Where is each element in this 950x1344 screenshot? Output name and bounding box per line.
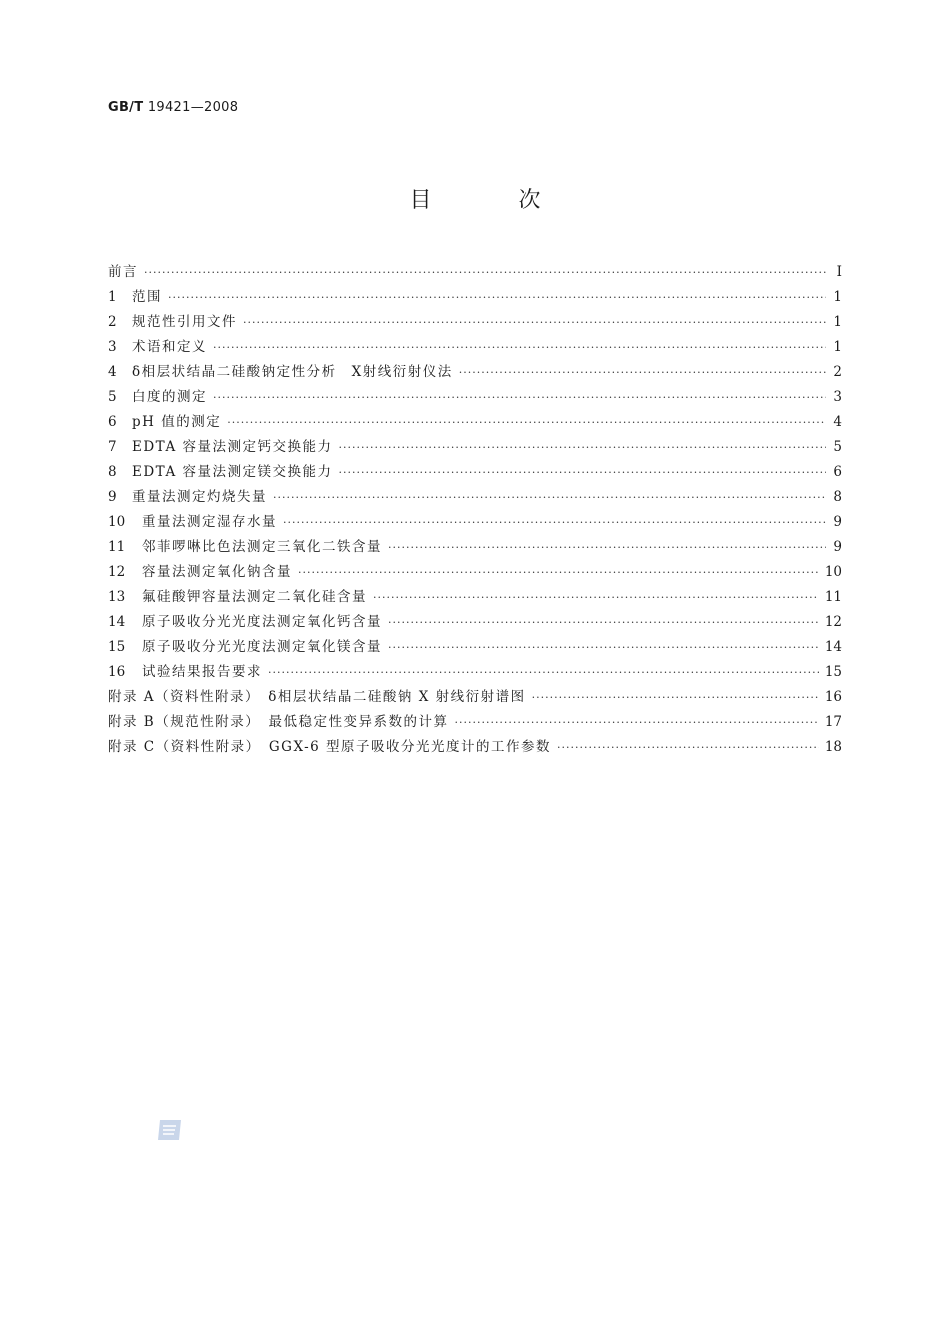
toc-entry-title: 白度的测定 bbox=[132, 389, 207, 405]
toc-entry-title: δ相层状结晶二硅酸钠定性分析 X射线衍射仪法 bbox=[132, 364, 453, 380]
page-title: 目 次 bbox=[409, 188, 581, 213]
toc-leader-dots bbox=[273, 485, 826, 510]
toc-entry-title: EDTA 容量法测定钙交换能力 bbox=[132, 439, 333, 455]
toc-entry-page: 14 bbox=[824, 639, 842, 655]
toc-entry-title: 术语和定义 bbox=[132, 339, 207, 355]
toc-entry[interactable] bbox=[108, 635, 842, 660]
toc-leader-dots bbox=[459, 360, 826, 385]
toc-entry-page: 15 bbox=[824, 664, 842, 680]
toc-entry-title: 附录 A（资料性附录） δ相层状结晶二硅酸钠 X 射线衍射谱图 bbox=[108, 689, 526, 705]
toc-leader-dots bbox=[373, 585, 819, 610]
toc-entry-page: 6 bbox=[833, 464, 842, 480]
toc-leader-dots bbox=[213, 385, 826, 410]
toc-entry-page: Ⅰ bbox=[836, 264, 842, 280]
toc-entry[interactable] bbox=[108, 735, 842, 760]
toc-entry-title: 容量法测定氧化钠含量 bbox=[142, 564, 292, 580]
toc-entry-page: 9 bbox=[833, 514, 842, 530]
toc-entry-number: 8 bbox=[108, 464, 117, 480]
toc-entry-title: 规范性引用文件 bbox=[132, 314, 237, 330]
toc-entry-title: 邻菲啰啉比色法测定三氧化二铁含量 bbox=[142, 539, 382, 555]
toc-entry-number: 6 bbox=[108, 414, 117, 430]
toc-entry-title: 范围 bbox=[132, 289, 162, 305]
toc-leader-dots bbox=[388, 535, 826, 560]
toc-leader-dots bbox=[388, 635, 819, 660]
toc-entry-title: 前言 bbox=[108, 264, 138, 280]
toc-entry-number: 1 bbox=[108, 289, 117, 305]
toc-entry[interactable] bbox=[108, 510, 842, 535]
toc-leader-dots bbox=[339, 435, 827, 460]
toc-entry-page: 1 bbox=[833, 289, 842, 305]
toc-entry-title: 重量法测定灼烧失量 bbox=[132, 489, 267, 505]
toc-entry-page: 2 bbox=[833, 364, 842, 380]
standard-number: 19421—2008 bbox=[147, 100, 239, 115]
toc-entry-page: 12 bbox=[824, 614, 842, 630]
toc-entry[interactable] bbox=[108, 335, 842, 360]
table-of-contents bbox=[108, 260, 842, 760]
toc-entry-title: EDTA 容量法测定镁交换能力 bbox=[132, 464, 333, 480]
toc-entry-page: 8 bbox=[833, 489, 842, 505]
toc-entry-title: pH 值的测定 bbox=[132, 414, 222, 430]
toc-entry-page: 18 bbox=[824, 739, 842, 755]
toc-entry-number: 4 bbox=[108, 364, 117, 380]
toc-leader-dots bbox=[532, 685, 819, 710]
toc-entry-title: 重量法测定湿存水量 bbox=[142, 514, 277, 530]
toc-entry-title: 氟硅酸钾容量法测定二氧化硅含量 bbox=[142, 589, 367, 605]
toc-entry-number: 12 bbox=[108, 564, 126, 580]
toc-entry-number: 16 bbox=[108, 664, 126, 680]
toc-entry[interactable] bbox=[108, 610, 842, 635]
toc-leader-dots bbox=[144, 260, 826, 285]
toc-leader-dots bbox=[227, 410, 826, 435]
toc-entry-number: 13 bbox=[108, 589, 126, 605]
toc-entry-page: 3 bbox=[833, 389, 842, 405]
toc-entry-page: 11 bbox=[824, 589, 842, 605]
toc-entry[interactable] bbox=[108, 660, 842, 685]
toc-entry-title: 原子吸收分光光度法测定氧化钙含量 bbox=[142, 614, 382, 630]
document-header bbox=[108, 100, 238, 115]
toc-entry[interactable] bbox=[108, 435, 842, 460]
toc-entry[interactable] bbox=[108, 460, 842, 485]
toc-entry[interactable] bbox=[108, 485, 842, 510]
toc-entry-number: 2 bbox=[108, 314, 117, 330]
toc-entry-number: 14 bbox=[108, 614, 126, 630]
toc-entry[interactable] bbox=[108, 685, 842, 710]
toc-leader-dots bbox=[283, 510, 826, 535]
toc-leader-dots bbox=[268, 660, 819, 685]
sac-watermark-icon bbox=[156, 1118, 183, 1142]
toc-entry-number: 7 bbox=[108, 439, 117, 455]
standard-code: GB/T bbox=[108, 100, 144, 115]
toc-entry-title: 原子吸收分光光度法测定氧化镁含量 bbox=[142, 639, 382, 655]
toc-entry[interactable] bbox=[108, 585, 842, 610]
toc-entry[interactable] bbox=[108, 260, 842, 285]
toc-leader-dots bbox=[168, 285, 826, 310]
toc-entry[interactable] bbox=[108, 310, 842, 335]
toc-leader-dots bbox=[557, 735, 819, 760]
toc-entry-page: 16 bbox=[824, 689, 842, 705]
toc-entry[interactable] bbox=[108, 285, 842, 310]
toc-entry-page: 4 bbox=[833, 414, 842, 430]
toc-leader-dots bbox=[298, 560, 819, 585]
toc-entry[interactable] bbox=[108, 535, 842, 560]
toc-entry-number: 10 bbox=[108, 514, 126, 530]
toc-leader-dots bbox=[243, 310, 826, 335]
toc-entry-number: 15 bbox=[108, 639, 126, 655]
toc-entry[interactable] bbox=[108, 710, 842, 735]
toc-leader-dots bbox=[213, 335, 826, 360]
toc-entry-number: 5 bbox=[108, 389, 117, 405]
toc-entry-title: 附录 C（资料性附录） GGX-6 型原子吸收分光光度计的工作参数 bbox=[108, 739, 552, 755]
toc-entry[interactable] bbox=[108, 560, 842, 585]
toc-entry-title: 附录 B（规范性附录） 最低稳定性变异系数的计算 bbox=[108, 714, 449, 730]
toc-entry-page: 1 bbox=[833, 314, 842, 330]
toc-entry-page: 9 bbox=[833, 539, 842, 555]
toc-entry-title: 试验结果报告要求 bbox=[142, 664, 262, 680]
toc-leader-dots bbox=[454, 710, 818, 735]
toc-entry[interactable] bbox=[108, 360, 842, 385]
toc-entry-page: 10 bbox=[824, 564, 842, 580]
toc-entry-page: 1 bbox=[833, 339, 842, 355]
toc-entry-page: 5 bbox=[833, 439, 842, 455]
toc-entry[interactable] bbox=[108, 410, 842, 435]
toc-entry-number: 9 bbox=[108, 489, 117, 505]
toc-leader-dots bbox=[388, 610, 819, 635]
toc-entry-number: 3 bbox=[108, 339, 117, 355]
toc-leader-dots bbox=[339, 460, 827, 485]
toc-entry-page: 17 bbox=[824, 714, 842, 730]
toc-entry[interactable] bbox=[108, 385, 842, 410]
toc-entry-number: 11 bbox=[108, 539, 126, 555]
